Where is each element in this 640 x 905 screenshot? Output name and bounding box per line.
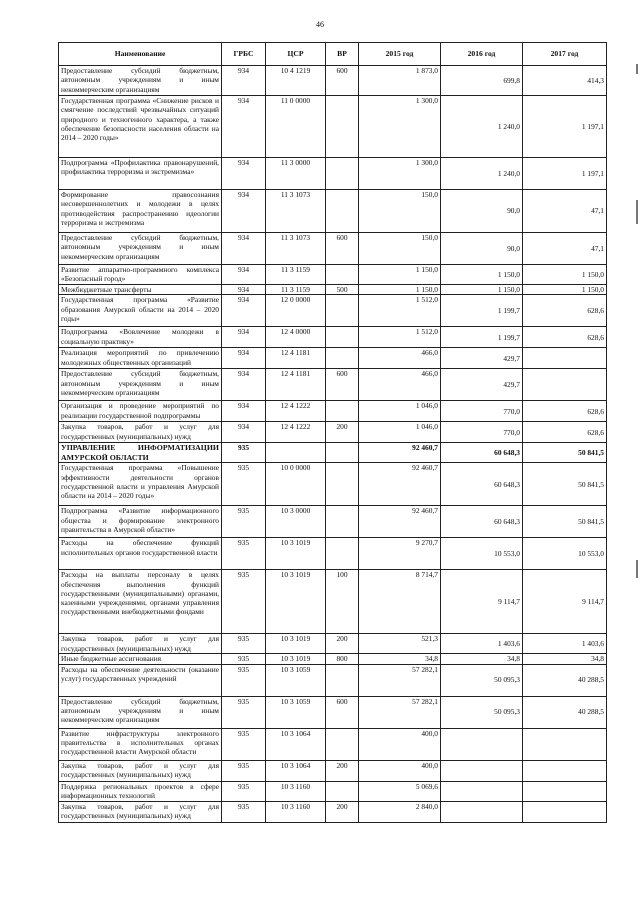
row-name: Реализация мероприятий по привлечению молодежных общественных организаций [59,348,222,369]
table-row [59,96,607,158]
row-value-2017: 47,1 [523,233,607,265]
row-value-2015: 1 512,0 [359,327,441,348]
scan-edge-mark [636,200,638,224]
row-value-2017 [523,348,607,369]
row-value-2016: 9 114,7 [441,570,523,634]
row-grbs: 934 [222,401,266,422]
row-value-2017: 47,1 [523,190,607,233]
row-value-2015: 1 300,0 [359,158,441,190]
row-value-2016 [441,801,523,822]
row-vr [326,728,359,760]
header-csr: ЦСР [266,43,326,66]
row-value-2017: 628,6 [523,295,607,327]
row-grbs: 934 [222,66,266,96]
row-csr: 10 3 1019 [266,570,326,634]
row-value-2015: 9 270,7 [359,538,441,570]
row-value-2015: 1 300,0 [359,96,441,158]
row-name: Иные бюджетные ассигнования [59,654,222,664]
row-vr: 200 [326,422,359,443]
row-vr [326,506,359,538]
table-row [59,538,607,570]
scan-edge-mark [636,64,638,74]
row-value-2015: 92 460,7 [359,443,441,463]
header-vr: ВР [326,43,359,66]
row-grbs: 935 [222,728,266,760]
row-value-2017 [523,728,607,760]
row-value-2016: 429,7 [441,369,523,401]
row-name: Подпрограмма «Профилактика правонарушений, профилактика терроризма и экстремизма» [59,158,222,190]
table-row [59,634,607,654]
row-vr: 600 [326,233,359,265]
row-csr: 10 3 1019 [266,538,326,570]
row-csr: 11 3 1159 [266,285,326,295]
row-name: Организация и проведение мероприятий по реализации государственной подпрограммы [59,401,222,422]
table-row [59,158,607,190]
row-grbs: 935 [222,570,266,634]
row-grbs: 935 [222,664,266,696]
row-value-2017: 50 841,5 [523,443,607,463]
table-row [59,295,607,327]
row-grbs: 934 [222,285,266,295]
row-value-2017: 40 288,5 [523,696,607,728]
row-value-2015: 521,3 [359,634,441,654]
row-grbs: 935 [222,634,266,654]
table-row [59,760,607,781]
row-value-2015: 92 460,7 [359,506,441,538]
row-csr: 12 4 1222 [266,401,326,422]
row-csr: 12 4 1181 [266,369,326,401]
row-csr: 11 3 0000 [266,158,326,190]
table-row [59,506,607,538]
row-grbs: 934 [222,327,266,348]
row-value-2015: 2 840,0 [359,801,441,822]
row-vr [326,265,359,285]
row-value-2017: 50 841,5 [523,506,607,538]
row-name: Государственная программа «Развитие образования Амурской области на 2014 – 2020 годы» [59,295,222,327]
row-name: Расходы на обеспечение деятельности (оказание услуг) государственных учреждений [59,664,222,696]
row-vr: 800 [326,654,359,664]
row-csr: 10 4 1219 [266,66,326,96]
table-row [59,801,607,822]
scan-edge-mark [636,560,638,578]
row-csr: 10 3 1064 [266,728,326,760]
row-vr: 600 [326,369,359,401]
row-name: Развитие аппаратно-программного комплекса «Безопасный город» [59,265,222,285]
row-vr [326,664,359,696]
row-csr: 11 3 1073 [266,190,326,233]
row-csr: 10 3 1019 [266,634,326,654]
row-value-2016: 1 199,7 [441,295,523,327]
row-value-2017 [523,801,607,822]
row-value-2016 [441,781,523,801]
row-csr: 10 3 1059 [266,664,326,696]
row-value-2015: 57 282,1 [359,664,441,696]
row-value-2017 [523,781,607,801]
row-value-2015: 400,0 [359,728,441,760]
table-row [59,463,607,506]
row-vr [326,96,359,158]
row-vr [326,538,359,570]
row-grbs: 934 [222,422,266,443]
row-vr: 200 [326,760,359,781]
row-value-2015: 150,0 [359,190,441,233]
row-name: Развитие инфраструктуры электронного правительства в исполнительных органах государственной власти Амурской области [59,728,222,760]
row-value-2016: 1 199,7 [441,327,523,348]
row-value-2017: 414,3 [523,66,607,96]
row-name: Расходы на выплаты персоналу в целях обеспечения выполнения функций государственными (муниципальными) органами, казенными учреждениями, органами управления государственными внебюджетными фондами [59,570,222,634]
row-value-2015: 1 046,0 [359,401,441,422]
table-header-row [59,43,607,66]
row-value-2017: 1 403,6 [523,634,607,654]
row-name: Поддержка региональных проектов в сфере информационных технологий [59,781,222,801]
row-value-2015: 1 150,0 [359,285,441,295]
row-grbs: 934 [222,233,266,265]
row-vr: 100 [326,570,359,634]
row-name: Расходы на обеспечение функций исполнительных органов государственной власти [59,538,222,570]
row-value-2017 [523,369,607,401]
table-row [59,401,607,422]
row-csr: 10 0 0000 [266,463,326,506]
row-csr: 10 3 1059 [266,696,326,728]
row-value-2017: 50 841,5 [523,463,607,506]
row-grbs: 934 [222,295,266,327]
row-csr: 11 0 0000 [266,96,326,158]
table-row [59,664,607,696]
row-vr [326,463,359,506]
row-value-2017: 9 114,7 [523,570,607,634]
table-row [59,443,607,463]
row-name: Государственная программа «Снижение рисков и смягчение последствий чрезвычайных ситуаций природного и техногенного характера, а также обеспечение безопасности населения области на 2014 – 2020 годы» [59,96,222,158]
row-vr [326,443,359,463]
row-vr: 200 [326,634,359,654]
row-value-2016: 50 095,3 [441,696,523,728]
page-number: 46 [316,20,324,29]
header-name: Наименование [59,43,222,66]
row-name: Закупка товаров, работ и услуг для государственных (муниципальных) нужд [59,422,222,443]
row-value-2017: 628,6 [523,422,607,443]
row-grbs: 934 [222,158,266,190]
row-value-2016: 770,0 [441,401,523,422]
header-2016: 2016 год [441,43,523,66]
table-row [59,570,607,634]
table-row [59,696,607,728]
row-value-2016 [441,760,523,781]
row-value-2017: 34,8 [523,654,607,664]
row-name: Предоставление субсидий бюджетным, автономным учреждениям и иным некоммерческим организациям [59,369,222,401]
row-csr: 10 3 1019 [266,654,326,664]
row-value-2016: 429,7 [441,348,523,369]
row-value-2016 [441,728,523,760]
table-row [59,422,607,443]
table-row [59,728,607,760]
row-name: Подпрограмма «Развитие информационного общества и формирование электронного правительства в Амурской области» [59,506,222,538]
row-grbs: 935 [222,654,266,664]
row-csr: 12 4 1222 [266,422,326,443]
row-value-2016: 1 150,0 [441,285,523,295]
row-value-2015: 57 282,1 [359,696,441,728]
row-value-2015: 1 046,0 [359,422,441,443]
row-value-2016: 34,8 [441,654,523,664]
row-value-2017: 1 150,0 [523,265,607,285]
row-value-2016: 90,0 [441,233,523,265]
row-value-2017: 1 197,1 [523,96,607,158]
table-row [59,66,607,96]
row-name: УПРАВЛЕНИЕ ИНФОРМАТИЗАЦИИ АМУРСКОЙ ОБЛАСТИ [59,443,222,463]
table-row [59,369,607,401]
row-value-2017: 628,6 [523,401,607,422]
row-vr [326,401,359,422]
row-value-2015: 466,0 [359,369,441,401]
row-vr: 500 [326,285,359,295]
table-row [59,233,607,265]
row-value-2016: 1 240,0 [441,158,523,190]
row-vr [326,295,359,327]
row-value-2016: 699,8 [441,66,523,96]
row-value-2015: 8 714,7 [359,570,441,634]
row-name: Формирование правосознания несовершеннолетних и молодежи в целях противодействия распространению идеологии терроризма и экстремизма [59,190,222,233]
row-value-2016: 10 553,0 [441,538,523,570]
row-name: Подпрограмма «Вовлечение молодежи в социальную практику» [59,327,222,348]
row-csr: 12 4 0000 [266,327,326,348]
row-csr: 12 4 1181 [266,348,326,369]
row-grbs: 934 [222,190,266,233]
row-value-2017 [523,760,607,781]
row-value-2015: 400,0 [359,760,441,781]
row-value-2016: 60 648,3 [441,506,523,538]
table-row [59,781,607,801]
row-value-2017: 628,6 [523,327,607,348]
row-value-2015: 150,0 [359,233,441,265]
row-value-2015: 34,8 [359,654,441,664]
row-grbs: 934 [222,265,266,285]
row-value-2016: 770,0 [441,422,523,443]
row-value-2015: 92 460,7 [359,463,441,506]
row-name: Закупка товаров, работ и услуг для государственных (муниципальных) нужд [59,801,222,822]
row-value-2017: 1 150,0 [523,285,607,295]
row-vr [326,190,359,233]
row-vr [326,348,359,369]
table-row [59,654,607,664]
row-value-2016: 60 648,3 [441,463,523,506]
row-grbs: 934 [222,369,266,401]
row-value-2015: 1 512,0 [359,295,441,327]
row-value-2015: 5 069,6 [359,781,441,801]
row-csr: 11 3 1073 [266,233,326,265]
row-grbs: 935 [222,463,266,506]
row-name: Предоставление субсидий бюджетным, автономным учреждениям и иным некоммерческим организациям [59,696,222,728]
table-row [59,327,607,348]
row-name: Государственная программа «Повышение эффективности деятельности органов государственной власти и управления Амурской области на 2014 – 2020 годы» [59,463,222,506]
header-2017: 2017 год [523,43,607,66]
row-grbs: 935 [222,538,266,570]
row-value-2017: 1 197,1 [523,158,607,190]
table-row [59,190,607,233]
header-grbs: ГРБС [222,43,266,66]
row-value-2017: 10 553,0 [523,538,607,570]
row-value-2016: 1 240,0 [441,96,523,158]
row-grbs: 935 [222,801,266,822]
row-csr: 10 3 1064 [266,760,326,781]
row-vr: 600 [326,66,359,96]
row-vr [326,158,359,190]
row-value-2016: 60 648,3 [441,443,523,463]
row-grbs: 935 [222,760,266,781]
row-grbs: 935 [222,781,266,801]
row-name: Предоставление субсидий бюджетным, автономным учреждениям и иным некоммерческим организациям [59,233,222,265]
budget-table [58,42,607,823]
row-value-2016: 90,0 [441,190,523,233]
row-value-2016: 1 150,0 [441,265,523,285]
row-value-2015: 1 873,0 [359,66,441,96]
table-row [59,265,607,285]
row-value-2016: 1 403,6 [441,634,523,654]
row-vr [326,327,359,348]
row-value-2015: 466,0 [359,348,441,369]
row-grbs: 934 [222,348,266,369]
row-csr [266,443,326,463]
row-vr [326,781,359,801]
row-grbs: 935 [222,443,266,463]
table-row [59,348,607,369]
row-csr: 10 3 1160 [266,781,326,801]
row-csr: 10 3 0000 [266,506,326,538]
row-name: Межбюджетные трансферты [59,285,222,295]
row-csr: 12 0 0000 [266,295,326,327]
row-grbs: 934 [222,96,266,158]
table-body [59,66,607,823]
header-2015: 2015 год [359,43,441,66]
row-grbs: 935 [222,696,266,728]
row-name: Закупка товаров, работ и услуг для государственных (муниципальных) нужд [59,760,222,781]
row-grbs: 935 [222,506,266,538]
row-name: Закупка товаров, работ и услуг для государственных (муниципальных) нужд [59,634,222,654]
row-value-2015: 1 150,0 [359,265,441,285]
row-value-2016: 50 095,3 [441,664,523,696]
table-row [59,285,607,295]
row-name: Предоставление субсидий бюджетным, автономным учреждениям и иным некоммерческим организациям [59,66,222,96]
row-csr: 11 3 1159 [266,265,326,285]
row-vr: 200 [326,801,359,822]
row-value-2017: 40 288,5 [523,664,607,696]
row-csr: 10 3 1160 [266,801,326,822]
row-vr: 600 [326,696,359,728]
